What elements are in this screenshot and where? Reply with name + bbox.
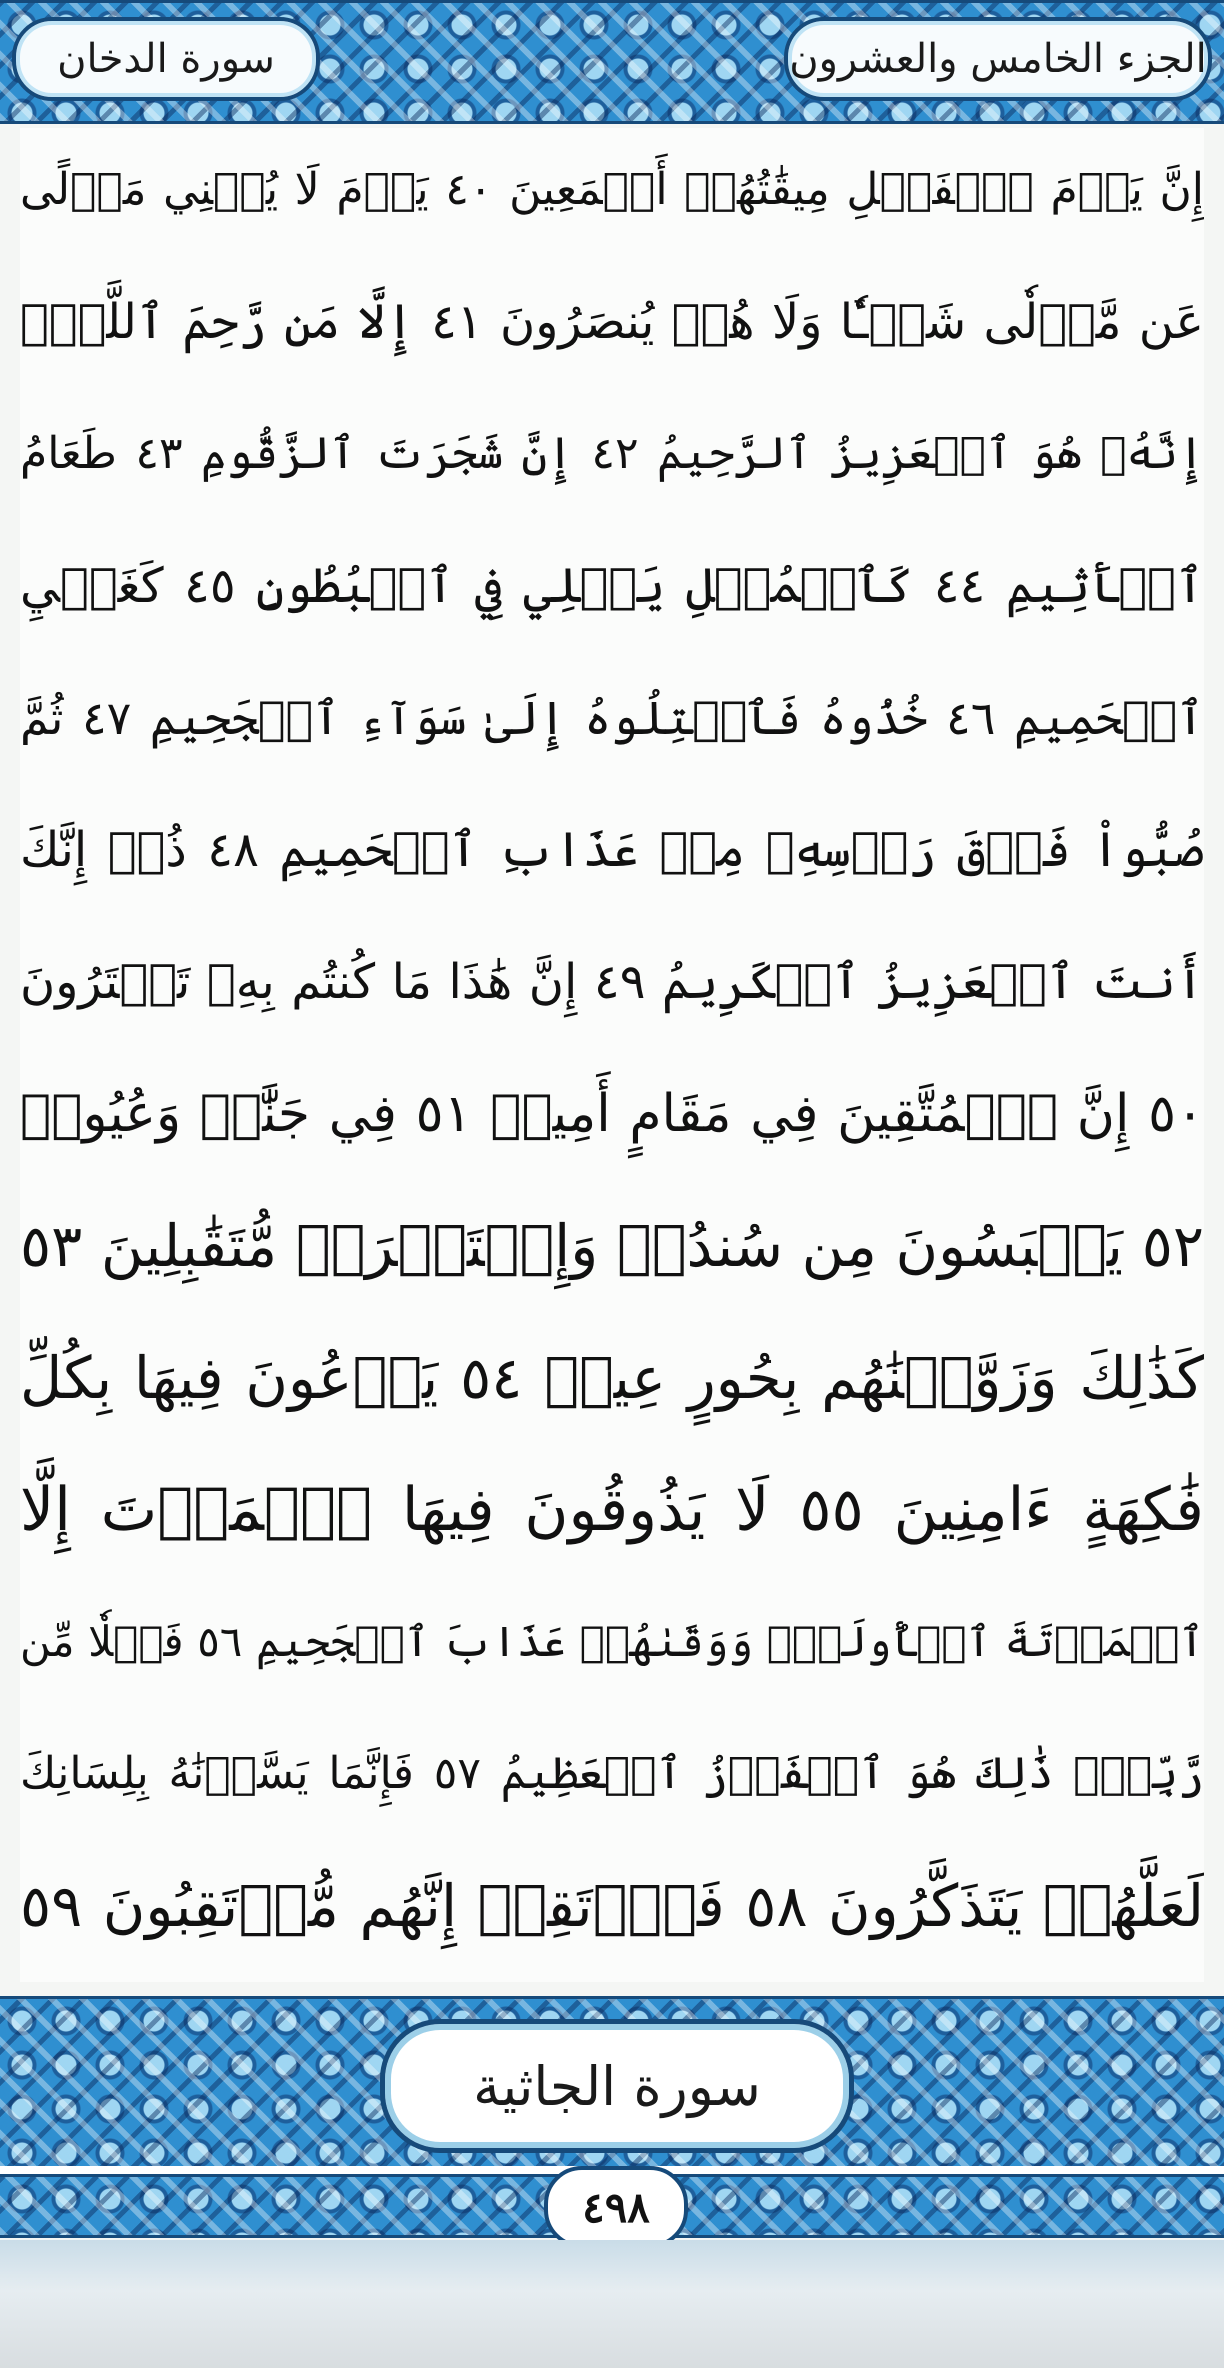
quran-text-area <box>20 128 1204 1982</box>
juz-label: الجزء الخامس والعشرون <box>784 17 1212 101</box>
header-ornament-band <box>0 0 1224 124</box>
text-line-12: ٱلۡمَوۡتَةَ ٱلۡأُولَىٰۖ وَوَقَىٰهُمۡ عَذَابَ ٱلۡجَحِيمِ ٥٦ فَضۡلٗا مِّن <box>20 1617 1204 1666</box>
text-line-3: إِنَّهُۥ هُوَ ٱلۡعَزِيزُ ٱلرَّحِيمُ ٤٢ إِنَّ شَجَرَتَ ٱلزَّقُّومِ ٤٣ طَعَامُ <box>20 428 1204 479</box>
text-line-4: ٱلۡأَثِيمِ ٤٤ كَٱلۡمُهۡلِ يَغۡلِي فِي ٱلۡبُطُونِ ٤٥ كَغَلۡيِ <box>20 558 1204 614</box>
text-line-7: أَنتَ ٱلۡعَزِيزُ ٱلۡكَرِيمُ ٤٩ إِنَّ هَٰذَا مَا كُنتُم بِهِۦ تَمۡتَرُونَ <box>20 954 1204 1010</box>
text-line-5: ٱلۡحَمِيمِ ٤٦ خُذُوهُ فَٱعۡتِلُوهُ إِلَىٰ سَوَآءِ ٱلۡجَحِيمِ ٤٧ ثُمَّ <box>20 691 1204 745</box>
text-line-11: فَٰكِهَةٍ ءَامِنِينَ ٥٥ لَا يَذُوقُونَ فِيهَا ٱلۡمَوۡتَ إِلَّا <box>20 1475 1204 1545</box>
surah-header-ornament-band <box>0 1996 1224 2172</box>
text-line-2: عَن مَّوۡلٗى شَيۡـٔٗا وَلَا هُمۡ يُنصَرُونَ ٤١ إِلَّا مَن رَّحِمَ ٱللَّهُۚ <box>20 294 1204 350</box>
text-line-14: لَعَلَّهُمۡ يَتَذَكَّرُونَ ٥٨ فَٱرۡتَقِبۡ إِنَّهُم مُّرۡتَقِبُونَ ٥٩ <box>20 1872 1204 1940</box>
text-line-13: رَّبِّكَۚ ذَٰلِكَ هُوَ ٱلۡفَوۡزُ ٱلۡعَظِيمُ ٥٧ فَإِنَّمَا يَسَّرۡنَٰهُ بِلِسَانِكَ <box>20 1748 1204 1799</box>
page-bottom-edge <box>0 2240 1224 2368</box>
next-surah-title: سورة الجاثية <box>380 2019 854 2153</box>
text-line-8: ٥٠ إِنَّ ٱلۡمُتَّقِينَ فِي مَقَامٍ أَمِينٖ ٥١ فِي جَنَّٰتٖ وَعُيُونٖ <box>20 1084 1204 1144</box>
text-line-9: ٥٢ يَلۡبَسُونَ مِن سُندُسٖ وَإِسۡتَبۡرَقٖ مُّتَقَٰبِلِينَ ٥٣ <box>20 1212 1204 1280</box>
surah-label: سورة الدخان <box>12 17 320 101</box>
text-line-6: صُبُّواْ فَوۡقَ رَأۡسِهِۦ مِنۡ عَذَابِ ٱلۡحَمِيمِ ٤٨ ذُقۡ إِنَّكَ <box>20 822 1204 878</box>
page-number: ٤٩٨ <box>544 2166 688 2248</box>
text-line-10: كَذَٰلِكَ وَزَوَّجۡنَٰهُم بِحُورٍ عِينٖ ٥٤ يَدۡعُونَ فِيهَا بِكُلِّ <box>20 1344 1204 1412</box>
text-line-1: إِنَّ يَوۡمَ ٱلۡفَصۡلِ مِيقَٰتُهُمۡ أَجۡمَعِينَ ٤٠ يَوۡمَ لَا يُغۡنِي مَوۡلًى <box>20 164 1204 215</box>
